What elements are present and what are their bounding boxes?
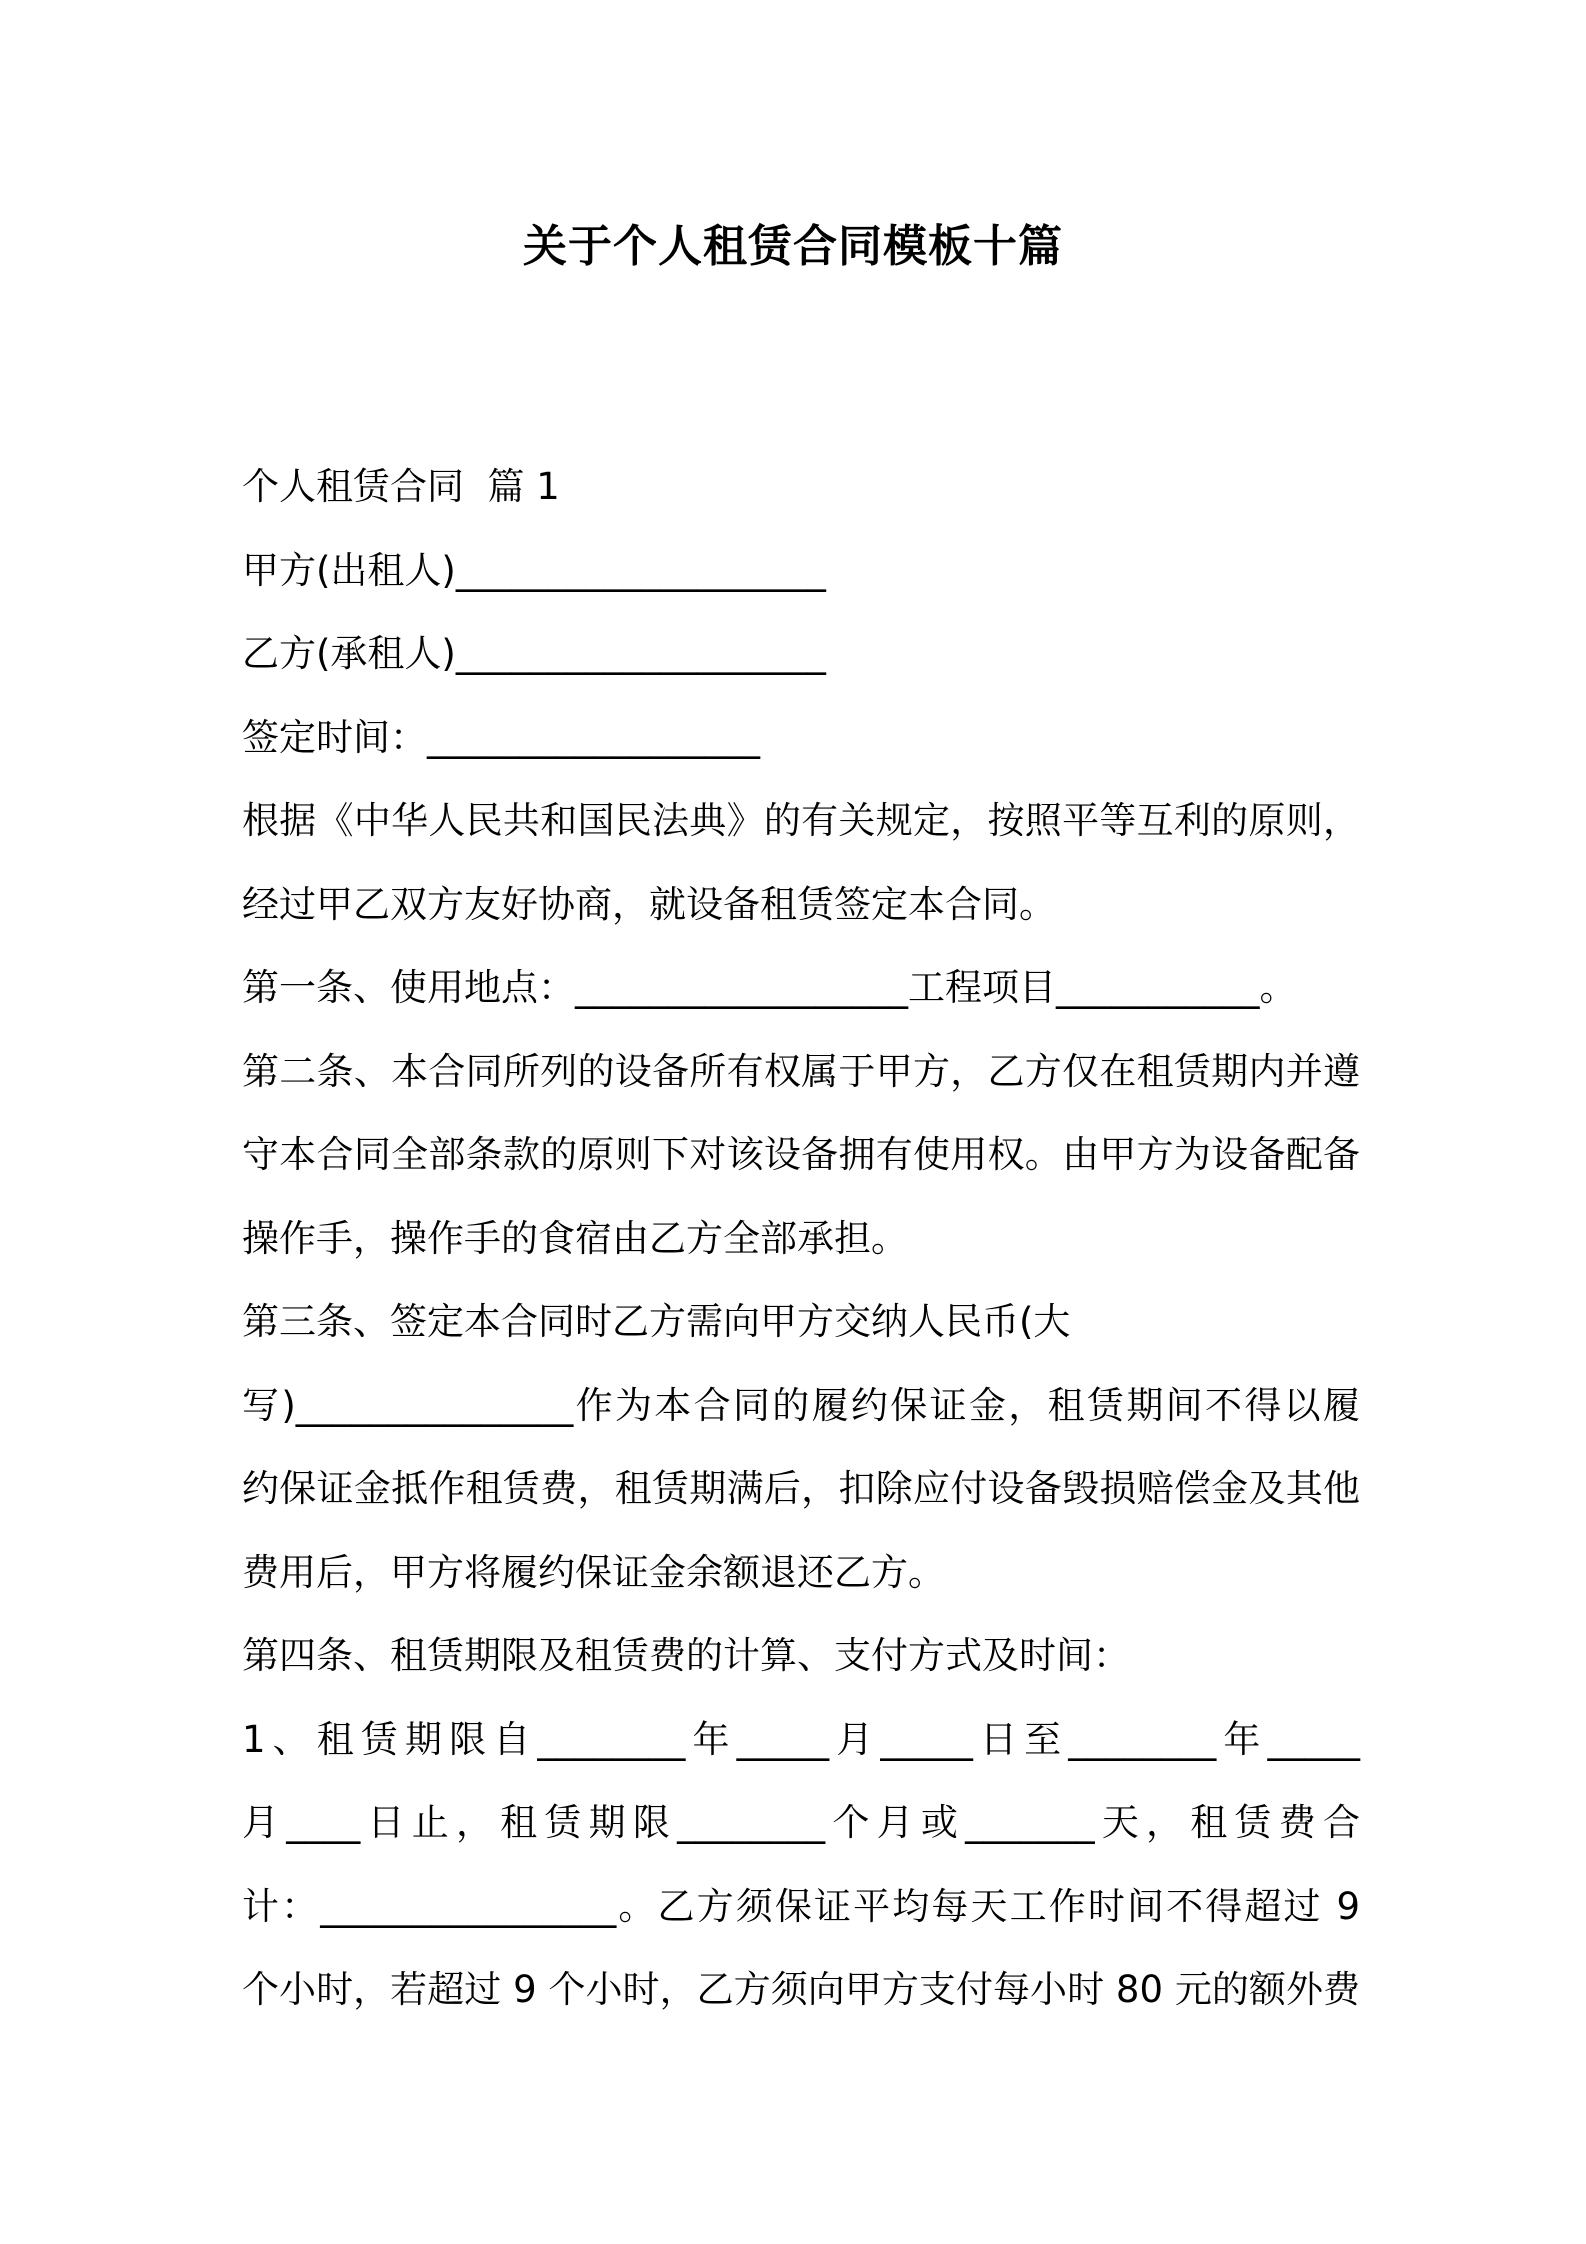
party-a-line: 甲方(出租人)____________________: [242, 548, 826, 592]
article-4-heading: 第四条、租赁期限及租赁费的计算、支付方式及时间：: [242, 1634, 1130, 1677]
document-body: [242, 445, 1360, 2032]
article-1-line: 第一条、使用地点：__________________工程项目___________。: [242, 966, 1297, 1009]
article-4-item-1-line-2: 月____日止，租赁期限________个月或_______天，租赁费合: [242, 1801, 1360, 1844]
article-4-item-1-line-3: 计：________________。乙方须保证平均每天工作时间不得超过 9: [242, 1884, 1360, 1928]
section-heading: 个人租赁合同 篇 1: [242, 465, 560, 508]
article-4-item-1-line-4: 个小时，若超过 9 个小时，乙方须向甲方支付每小时 80 元的额外费: [242, 1968, 1360, 2011]
article-3-line-3: 约保证金抵作租赁费，租赁期满后，扣除应付设备毁损赔偿金及其他: [242, 1467, 1360, 1510]
article-2-line-3: 操作手，操作手的食宿由乙方全部承担。: [242, 1216, 908, 1260]
article-2-line-1: 第二条、本合同所列的设备所有权属于甲方，乙方仅在租赁期内并遵: [242, 1049, 1360, 1093]
article-2-line-2: 守本合同全部条款的原则下对该设备拥有使用权。由甲方为设备配备: [242, 1133, 1360, 1176]
party-b-line: 乙方(承租人)____________________: [242, 632, 826, 675]
preamble-line-1: 根据《中华人民共和国民法典》的有关规定，按照平等互利的原则，: [242, 799, 1360, 842]
signing-date-line: 签定时间：__________________: [242, 715, 760, 759]
preamble-line-2: 经过甲乙双方友好协商，就设备租赁签定本合同。: [242, 882, 1056, 926]
article-4-item-1-line-1: 1、租赁期限自________年_____月_____日至________年_____: [242, 1717, 1360, 1761]
article-3-line-1: 第三条、签定本合同时乙方需向甲方交纳人民币(大: [242, 1300, 1071, 1343]
article-3-line-4: 费用后，甲方将履约保证金余额退还乙方。: [242, 1550, 945, 1594]
document-title: 关于个人租赁合同模板十篇: [523, 221, 1063, 272]
article-3-line-2: 写)_______________作为本合同的履约保证金，租赁期间不得以履: [242, 1383, 1360, 1427]
